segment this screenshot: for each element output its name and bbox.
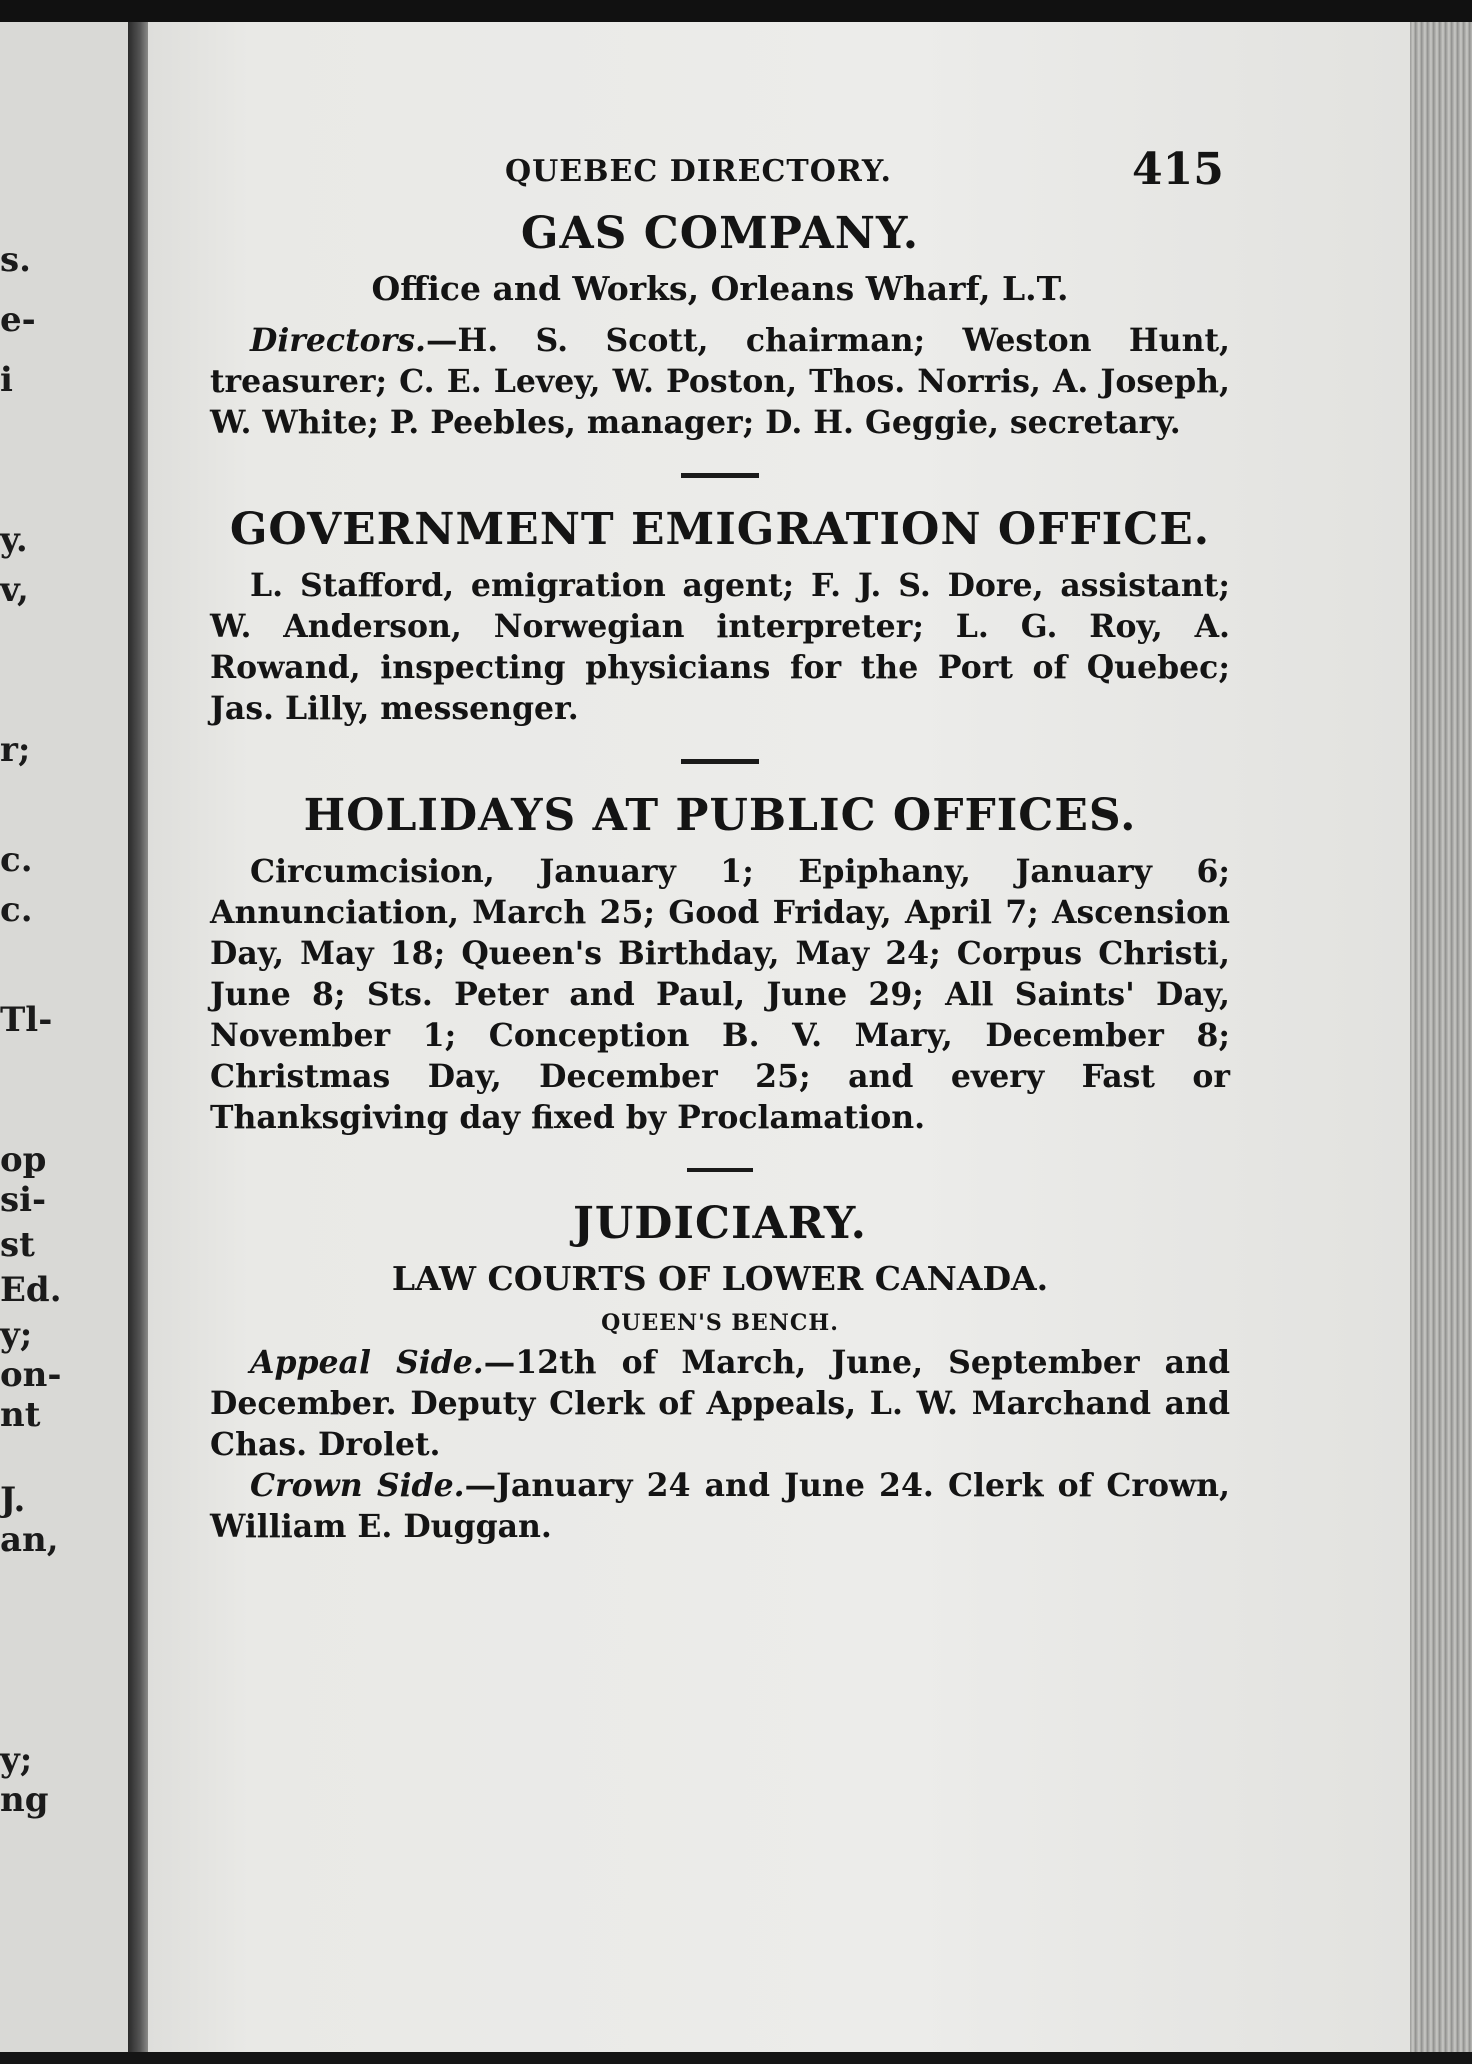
holidays-body: Circumcision, January 1; Epiphany, January 6; Annunciation, March 25; Good Friday, April 7; Ascension Day, May 18; Queen's Birthday, May 24; Corpus Christi, June 8; Sts. Peter and Paul, June 29; All Saints' Day, November 1; Conception B. V. Mary, December 8; Christmas Day, December 25; and every Fast or Thanksgiving day fixed by Proclamation. [210, 853, 1230, 1136]
emigration-office-body: L. Stafford, emigration agent; F. J. S. Dore, assistant; W. Anderson, Norwegian interpreter; L. G. Roy, A. Rowand, inspecting physicians for the Port of Quebec; Jas. Lilly, messenger. [210, 567, 1230, 727]
law-courts-heading: LAW COURTS OF LOWER CANADA. [391, 1259, 1049, 1298]
facing-page-fragment: y. [0, 520, 28, 560]
judiciary-section [210, 1198, 1230, 1547]
section-divider [681, 473, 759, 478]
emigration-office-section [210, 504, 1230, 729]
gas-company-heading: GAS COMPANY. [520, 208, 920, 259]
emigration-office-heading: GOVERNMENT EMIGRATION OFFICE. [229, 504, 1211, 555]
top-shadow [0, 0, 1472, 22]
facing-page-fragment: y; [0, 1315, 33, 1355]
facing-page-fragment: an, [0, 1520, 59, 1560]
facing-page-fragment: Ed. [0, 1270, 62, 1310]
facing-page-fragment: r; [0, 730, 31, 770]
page-number: 415 [1132, 144, 1224, 195]
holidays-section [210, 790, 1230, 1138]
facing-page-fragment: J. [0, 1480, 26, 1520]
crown-side-label: Crown Side. [250, 1467, 465, 1504]
section-divider [681, 759, 759, 764]
facing-page-fragment: nt [0, 1395, 41, 1435]
facing-page-fragment: c. [0, 840, 33, 880]
appeal-side-label: Appeal Side. [250, 1344, 484, 1381]
queens-bench-heading: QUEEN'S BENCH. [601, 1310, 839, 1336]
directors-label: Directors. [250, 322, 426, 359]
gas-company-section [210, 208, 1230, 443]
facing-page-fragment: s. [0, 240, 31, 280]
facing-page-fragment: op [0, 1140, 47, 1180]
facing-page-fragment: v, [0, 570, 29, 610]
page-content [210, 140, 1230, 1547]
section-divider [687, 1168, 753, 1172]
holidays-heading: HOLIDAYS AT PUBLIC OFFICES. [303, 790, 1137, 841]
page-edges [1410, 22, 1472, 2052]
facing-page-fragment: Tl- [0, 1000, 53, 1040]
running-head [210, 140, 1230, 200]
facing-page-fragment: y; [0, 1740, 33, 1780]
emigration-office-text [210, 565, 1230, 729]
holidays-text [210, 851, 1230, 1138]
facing-page-fragment: si- [0, 1180, 47, 1220]
book-gutter [128, 22, 148, 2052]
running-title: QUEBEC DIRECTORY. [505, 154, 892, 189]
appeal-side-text [210, 1342, 1230, 1465]
crown-side-body: —January 24 and June 24. Clerk of Crown, William E. Duggan. [210, 1467, 1230, 1545]
appeal-side-body: —12th of March, June, September and December. Deputy Clerk of Appeals, L. W. Marchand and Chas. Drolet. [210, 1344, 1231, 1463]
gas-company-address: Office and Works, Orleans Wharf, L.T. [371, 269, 1069, 308]
facing-page-fragment: ng [0, 1780, 49, 1820]
facing-page-fragment: st [0, 1225, 35, 1265]
facing-page-fragment: i [0, 360, 13, 400]
crown-side-text [210, 1465, 1230, 1547]
judiciary-heading: JUDICIARY. [573, 1198, 867, 1249]
facing-page-fragment: e- [0, 300, 36, 340]
facing-page-fragment: on- [0, 1355, 62, 1395]
gas-company-directors [210, 320, 1230, 443]
facing-page-strip [0, 22, 128, 2052]
directors-text: —H. S. Scott, chairman; Weston Hunt, treasurer; C. E. Levey, W. Poston, Thos. Norris, A. Joseph, W. White; P. Peebles, manager; D. H. Geggie, secretary. [210, 322, 1230, 441]
facing-page-fragment: c. [0, 890, 33, 930]
